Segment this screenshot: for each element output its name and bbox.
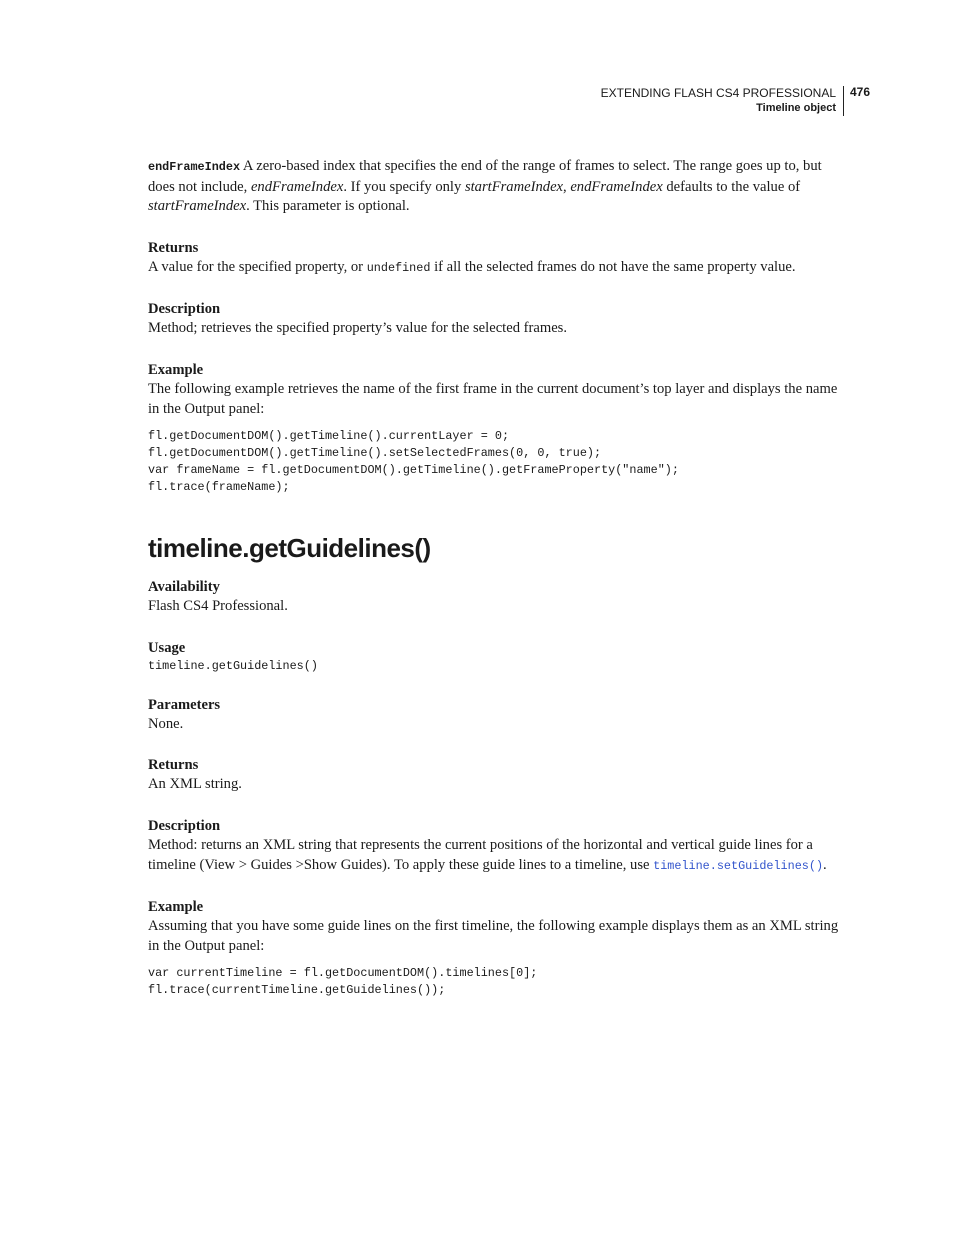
method-title: timeline.getGuidelines() (148, 533, 431, 564)
example-section (148, 361, 840, 496)
availability-heading: Availability (148, 579, 220, 596)
returns-heading: Returns (148, 239, 199, 256)
param-description: endFrameIndex A zero-based index that specifies the end of the range of frames to select. The range goes up to, but does not include, endFrameIndex. If you specify only startFrameIndex, endFrameIndex defaults to the value of startFrameIndex. This parameter is optional. (148, 158, 822, 215)
example-heading: Example (148, 361, 204, 378)
parameters-text: None. (148, 715, 184, 732)
inline-code: undefined (366, 260, 431, 275)
parameters-section (148, 696, 840, 735)
availability-text: Flash CS4 Professional. (148, 598, 288, 615)
description-text-2: Method: returns an XML string that represents the current positions of the horizontal and vertical guide lines for a timeline (View > Guides >Show Guides). To apply these guide lines to a timeline, use timeline.setGuidelines(). (148, 836, 827, 873)
description-heading: Description (148, 301, 221, 318)
book-title: EXTENDING FLASH CS4 PROFESSIONAL (600, 86, 836, 100)
description-text: Method; retrieves the specified property’s value for the selected frames. (148, 320, 567, 337)
example-heading-2: Example (148, 899, 204, 916)
usage-code: timeline.getGuidelines() (148, 658, 318, 673)
example-text-2: Assuming that you have some guide lines on the first timeline, the following example displays them as an XML string in the Output panel: (148, 918, 839, 954)
availability-section (148, 578, 840, 617)
param-name: endFrameIndex (148, 160, 241, 174)
section-title: Timeline object (756, 102, 836, 114)
set-guidelines-link[interactable]: timeline.setGuidelines() (653, 858, 824, 873)
usage-section (148, 639, 840, 675)
example-text: The following example retrieves the name of the first frame in the current document’s top layer and displays the name in the Output panel: (148, 380, 838, 417)
code-block-2: var currentTimeline = fl.getDocumentDOM().timelines[0]; fl.trace(currentTimeline.getGuidelines()); (148, 966, 538, 998)
description-section-2 (148, 817, 840, 876)
parameters-heading: Parameters (148, 696, 221, 713)
code-block: fl.getDocumentDOM().getTimeline().currentLayer = 0; fl.getDocumentDOM().getTimeline().setSelectedFrames(0, 0, true); var frameName = fl.getDocumentDOM().getTimeline().getFrameProperty("name"); fl.trace(frameName); (148, 429, 679, 495)
page-number: 476 (850, 85, 871, 99)
page-content (148, 157, 840, 999)
example-section-2 (148, 898, 840, 999)
running-header (601, 86, 844, 116)
returns-text: A value for the specified property, or undefined if all the selected frames do not have the same property value. (148, 258, 796, 275)
returns-heading-2: Returns (148, 757, 199, 774)
description-heading-2: Description (148, 817, 221, 834)
returns-section-2 (148, 756, 840, 795)
description-section (148, 300, 840, 339)
returns-section (148, 239, 840, 279)
returns-text-2: An XML string. (148, 776, 242, 793)
usage-heading: Usage (148, 639, 186, 656)
